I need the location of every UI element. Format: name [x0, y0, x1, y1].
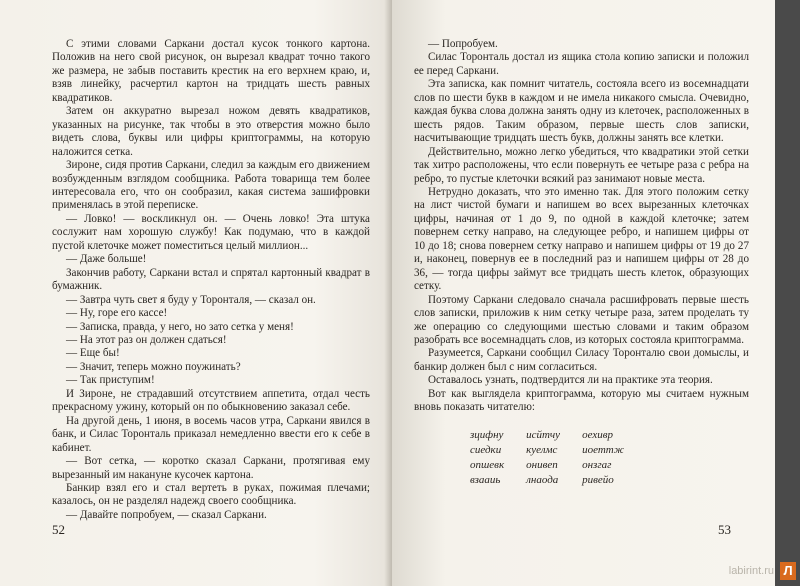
- cryptogram-word: ривейо: [582, 473, 614, 486]
- paragraph: Затем он аккуратно вырезал ножом девять квадратиков, указанных на рисунке, так чтобы в это отверстия можно было видеть слова, буквы или цифры криптограммы, на которую наложится сетка.: [52, 105, 370, 158]
- page-number: 52: [52, 522, 65, 537]
- paragraph: — Давайте попробуем, — сказал Саркани.: [66, 508, 267, 521]
- paragraph: Закончив работу, Саркани встал и спрятал картонный квадрат в бумажник.: [52, 266, 370, 293]
- cryptogram-word: зцифну: [470, 428, 504, 441]
- paragraph: Разумеется, Саркани сообщил Силасу Торонталю свои домыслы, и банкир должен был с ним согласиться.: [414, 347, 749, 373]
- watermark-text: labirint.ru: [728, 565, 774, 577]
- paragraph: — Значит, теперь можно поужинать?: [66, 360, 241, 373]
- paragraph: — Завтра чуть свет я буду у Торонталя, — сказал он.: [66, 293, 316, 306]
- paragraph: С этими словами Саркани достал кусок тонкого картона. Положив на него свой рисунок, он вырезал квадрат точно такого же размера, не забыв поставить крестик на его верхнем краю, и, взяв линейку, расчертил картон на тридцать шесть равных квадратиков.: [52, 38, 370, 104]
- cryptogram-word: оехивр: [582, 428, 613, 441]
- paragraph: На другой день, 1 июня, в восемь часов утра, Саркани явился в банк, и Силас Торонталь приказал немедленно ввести его к себе в кабинет.: [52, 414, 370, 454]
- cryptogram-word: онзгаг: [582, 458, 612, 471]
- paragraph: — Вот сетка, — коротко сказал Саркани, протягивая ему вырезанный им накануне кусочек картона.: [52, 455, 370, 481]
- paragraph: Эта записка, как помнит читатель, состояла всего из восемнадцати слов по шести букв в каждом и не имела никакого смысла. Очевидно, каждая буква слова должна занять одну из клеточек, расположенных в шесть рядов. Таким образом, первые шесть слов записки, насчитывающие тридцать шесть букв, должны занять все клетки.: [414, 78, 749, 145]
- cryptogram-word: взааиь: [470, 473, 501, 486]
- paragraph: Зироне, сидя против Саркани, следил за каждым его движением возбужденным взглядом сообщника. Работа товарища тем более интересовала его, что он сообразил, какая система зашифровки применялась в этой переписке.: [52, 159, 370, 212]
- paragraph: Нетрудно доказать, что это именно так. Для этого положим сетку на лист чистой бумаги и напишем во всех вырезанных клеточках цифры, начиная от 1 до 9, по одной в каждой клеточке; затем повернем сетку направо, на следующее ребро, и напишем цифры от 10 до 18; снова повернем сетку направо и напишем цифры от 19 до 27 и, наконец, повернув ее в последний раз и напишем цифры от 28 до 36, — тогда цифры займут все тридцать шесть клеток, образующих сетку.: [414, 185, 749, 293]
- cryptogram-word: сиедки: [470, 443, 502, 456]
- cryptogram: [470, 429, 624, 487]
- paragraph: И Зироне, не страдавший отсутствием аппетита, отдал честь прекрасному ужину, который он по обыкновению заказал себе.: [52, 387, 370, 414]
- paragraph: — Попробуем.: [428, 38, 498, 50]
- cryptogram-word: исйтчу: [526, 428, 561, 441]
- paragraph: Силас Торонталь достал из ящика стола копию записки и положил ее перед Саркани.: [414, 51, 749, 77]
- paragraph: Поэтому Саркани следовало сначала расшифровать первые шесть слов записки, приложив к ним сетку четыре раза, затем проделать ту же операцию со следующими шестью словами и таким образом разобрать все восемнадцать слов, из которых состояла криптограмма.: [414, 293, 749, 346]
- paragraph: Вот как выглядела криптограмма, которую мы считаем нужным вновь показать читателю:: [414, 387, 749, 414]
- paragraph: — Ловко! — воскликнул он. — Очень ловко! Эта штука сослужит нам хорошую службу! Как подумаю, что в каждой пустой клеточке может поместиться целый миллион...: [52, 212, 370, 252]
- page-number: 53: [718, 522, 731, 537]
- cryptogram-word: лнаода: [526, 473, 559, 486]
- paragraph: — На этот раз он должен сдаться!: [66, 333, 227, 346]
- scan-edge: [775, 0, 800, 586]
- paragraph: Действительно, можно легко убедиться, что квадратики этой сетки так хитро расположены, что если повернуть ее четыре раза с ребра на ребро, то пустые клеточки всякий раз занимают новые места.: [414, 145, 749, 185]
- cryptogram-word: иоеттж: [582, 443, 624, 456]
- right-page: [392, 0, 775, 586]
- paragraph: Оставалось узнать, подтвердится ли на практике эта теория.: [428, 374, 713, 387]
- paragraph: — Ну, горе его кассе!: [66, 307, 168, 320]
- cryptogram-word: онивеп: [526, 458, 558, 471]
- paragraph: — Еще бы!: [66, 347, 120, 360]
- left-page: [0, 0, 392, 586]
- paragraph: — Даже больше!: [66, 253, 147, 266]
- cryptogram-word: куелмс: [526, 443, 558, 456]
- paragraph: — Так приступим!: [66, 374, 155, 387]
- paragraph: — Записка, правда, у него, но зато сетка у меня!: [66, 320, 294, 333]
- paragraph: Банкир взял его и стал вертеть в руках, пожимая плечами; казалось, он не разделял надежд своего сообщника.: [52, 481, 370, 508]
- cryptogram-word: опшевк: [470, 458, 505, 471]
- labirint-logo-icon: Л: [780, 562, 796, 580]
